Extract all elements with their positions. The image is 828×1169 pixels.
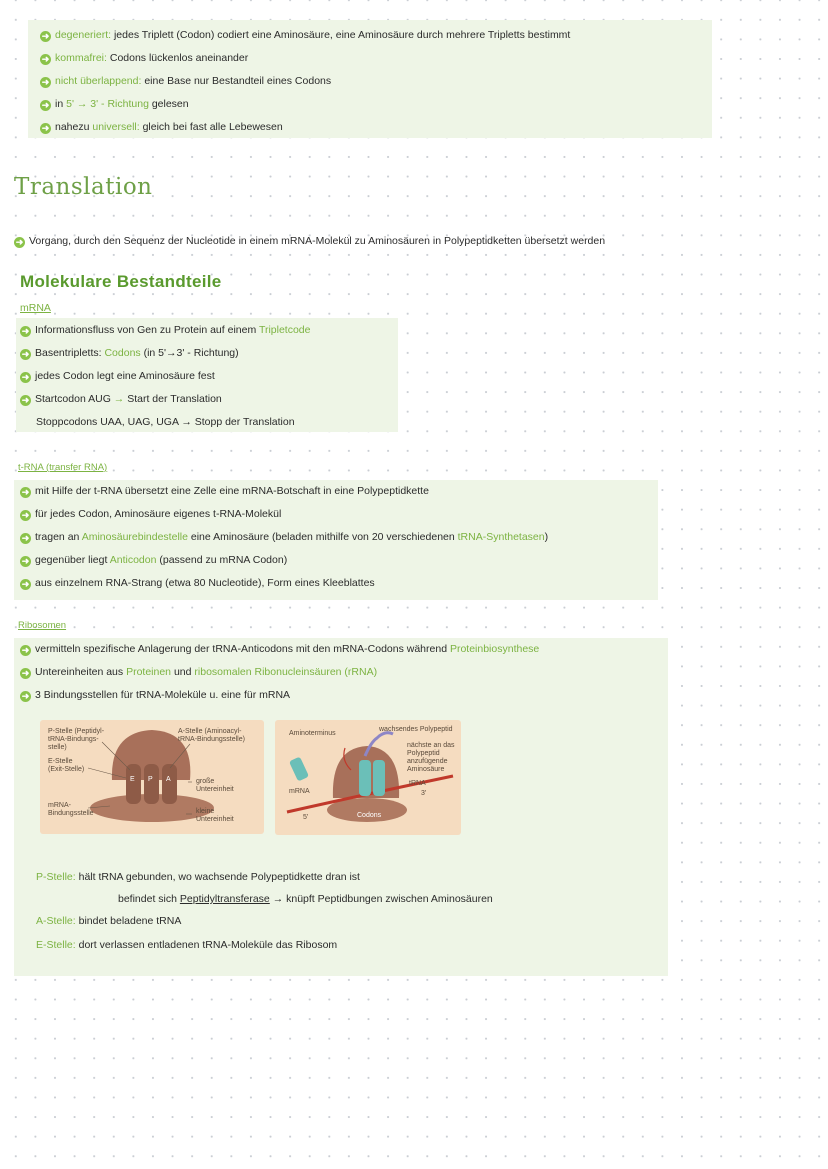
next-aminoacid-label: nächste an das Polypeptid anzufügende Aminosäure — [407, 742, 455, 773]
a-letter: A — [166, 776, 171, 783]
page-title: Translation — [14, 174, 153, 200]
e-letter: E — [130, 776, 135, 783]
pre-text: in — [55, 98, 64, 110]
term: degeneriert: — [55, 29, 112, 41]
arrow-icon: ➜ — [21, 645, 30, 655]
list-item — [20, 346, 239, 360]
codons-label: Codons — [357, 812, 382, 819]
list-item — [20, 369, 215, 383]
arrow-icon: ➜ — [41, 54, 50, 64]
stop-codons — [36, 415, 295, 429]
site-text: bindet beladene tRNA — [78, 915, 182, 927]
item-text: Codons lückenlos aneinander — [109, 52, 249, 64]
site-text: dort verlassen entladenen tRNA-Moleküle das Ribosom — [78, 939, 338, 951]
site-description — [36, 870, 360, 884]
list-item — [20, 665, 377, 679]
item-text: 3 Bindungsstellen für tRNA-Moleküle u. eine für mRNA — [35, 689, 291, 701]
a-site-label: A-Stelle (Aminoacyl- tRNA-Bindungsstelle) — [178, 728, 245, 743]
small-subunit-label: kleine Untereinheit — [196, 808, 234, 823]
term: nicht überlappend: — [55, 75, 142, 87]
arrow-icon: ➜ — [21, 372, 30, 382]
arrow-icon: ➜ — [21, 487, 30, 497]
list-item — [20, 553, 287, 567]
arrow-icon: ➜ — [21, 395, 30, 405]
list-item — [20, 484, 429, 498]
ribosomen-label: Ribosomen — [18, 620, 67, 631]
item-after: Start der Translation — [127, 393, 222, 405]
arrow-icon: ➜ — [21, 510, 30, 520]
p-site-label: P-Stelle (Peptidyl- tRNA-Bindungs- stelle) — [48, 728, 105, 751]
item-green: Proteinbiosynthese — [449, 643, 540, 655]
large-subunit-label: große Untereinheit — [196, 778, 234, 793]
amino-terminus-label: Aminoterminus — [289, 730, 336, 737]
item-green: Anticodon — [109, 554, 157, 566]
site-underlined: Peptidyltransferase — [179, 893, 270, 905]
item-after-2: ) — [544, 531, 549, 543]
arrow-icon: ➜ — [15, 237, 24, 247]
term: universell: — [92, 121, 140, 133]
item-text: jedes Codon legt eine Aminosäure fest — [35, 370, 215, 382]
item-text: Basentripletts: — [35, 347, 102, 359]
list-item — [20, 688, 290, 702]
item-text: gegenüber liegt — [35, 554, 108, 566]
list-item — [20, 323, 311, 337]
list-item — [40, 51, 248, 65]
arrow-icon: ➜ — [21, 691, 30, 701]
item-green-2: tRNA-Synthetasen — [457, 531, 545, 543]
site-label: A-Stelle: — [36, 915, 76, 927]
item-text: gleich bei fast alle Lebewesen — [142, 121, 283, 133]
list-item — [20, 642, 539, 656]
trna-label: tRNA — [409, 780, 426, 787]
p-letter: P — [148, 776, 153, 783]
item-text: für jedes Codon, Aminosäure eigenes t-RNA-Molekül — [35, 508, 282, 520]
arrow-icon: ➜ — [21, 556, 30, 566]
site-after: → knüpft Peptidbungen zwischen Aminosäuren — [272, 893, 493, 905]
arrow-icon: ➜ — [21, 326, 30, 336]
item-text: Untereinheiten aus — [35, 666, 124, 678]
item-text: gelesen — [151, 98, 189, 110]
item-text: jedes Triplett (Codon) codiert eine Aminosäure, eine Aminosäure durch mehrere Tripletts bestimmt — [113, 29, 571, 41]
list-item — [40, 120, 283, 134]
item-green: Aminosäurebindestelle — [81, 531, 188, 543]
mrna-site-label: mRNA- Bindungsstelle — [48, 802, 94, 817]
list-item — [40, 74, 331, 88]
section-heading: Molekulare Bestandteile — [20, 272, 222, 291]
item-text: eine Base nur Bestandteil eines Codons — [144, 75, 332, 87]
item-text: aus einzelnem RNA-Strang (etwa 80 Nucleotide), Form eines Kleeblattes — [35, 577, 375, 589]
item-text: vermitteln spezifische Anlagerung der tRNA-Anticodons mit den mRNA-Codons während — [35, 643, 448, 655]
three-prime-label: 3' — [421, 790, 427, 797]
site-description — [36, 914, 181, 928]
arrow-icon: ➜ — [41, 31, 50, 41]
arrow-icon: ➜ — [41, 100, 50, 110]
item-text: mit Hilfe der t-RNA übersetzt eine Zelle eine mRNA-Botschaft in eine Polypeptidkette — [35, 485, 429, 497]
item-text: Startcodon AUG — [35, 393, 111, 405]
item-text: tragen an — [35, 531, 80, 543]
item-green: Proteinen — [126, 666, 172, 678]
arrow-icon: ➜ — [41, 77, 50, 87]
site-description — [118, 892, 493, 906]
mrna-label: mRNA — [20, 302, 51, 314]
definition — [14, 234, 605, 248]
term: kommafrei: — [55, 52, 107, 64]
trna-label: t-RNA (transfer RNA) — [18, 462, 108, 473]
item-text: Informationsfluss von Gen zu Protein auf einem — [35, 324, 257, 336]
list-item — [20, 530, 548, 544]
five-prime-label: 5' — [303, 814, 309, 821]
arrow-icon: ➜ — [21, 533, 30, 543]
arrow-icon: ➜ — [21, 349, 30, 359]
item-green: → — [113, 393, 125, 405]
item-after: (in 5'→3' - Richtung) — [143, 347, 239, 359]
e-site-label: E-Stelle (Exit-Stelle) — [48, 758, 85, 773]
growing-polypeptide-label: wachsendes Polypeptid — [379, 726, 453, 733]
item-after: (passend zu mRNA Codon) — [159, 554, 288, 566]
item-green: Tripletcode — [258, 324, 311, 336]
arrow-icon: ➜ — [21, 579, 30, 589]
site-label: P-Stelle: — [36, 871, 76, 883]
list-item — [20, 507, 281, 521]
term: 5' → 3' - Richtung — [66, 98, 149, 110]
arrow-icon: ➜ — [41, 123, 50, 133]
item-after: und — [173, 666, 192, 678]
ribosome-structure-figure — [40, 720, 264, 834]
definition-text: Vorgang, durch den Sequenz der Nucleotide in einem mRNA-Molekül zu Aminosäuren in Polypeptidketten übersetzt werden — [29, 235, 606, 247]
list-item — [40, 97, 189, 111]
list-item — [40, 28, 570, 42]
site-description — [36, 938, 337, 952]
arrow-icon: ➜ — [21, 668, 30, 678]
item-green: Codons — [104, 347, 141, 359]
list-item — [20, 576, 375, 590]
site-text: befindet sich — [118, 893, 177, 905]
mrna-label: mRNA — [289, 788, 310, 795]
translation-process-figure — [275, 720, 461, 835]
item-green-2: ribosomalen Ribonucleinsäuren (rRNA) — [194, 666, 378, 678]
site-text: hält tRNA gebunden, wo wachsende Polypeptidkette dran ist — [78, 871, 360, 883]
site-label: E-Stelle: — [36, 939, 76, 951]
item-after: eine Aminosäure (beladen mithilfe von 20 verschiedenen — [190, 531, 455, 543]
pre-text: nahezu — [55, 121, 90, 133]
list-item — [20, 392, 222, 406]
stop-text: Stoppcodons UAA, UAG, UGA → Stopp der Translation — [36, 416, 295, 428]
